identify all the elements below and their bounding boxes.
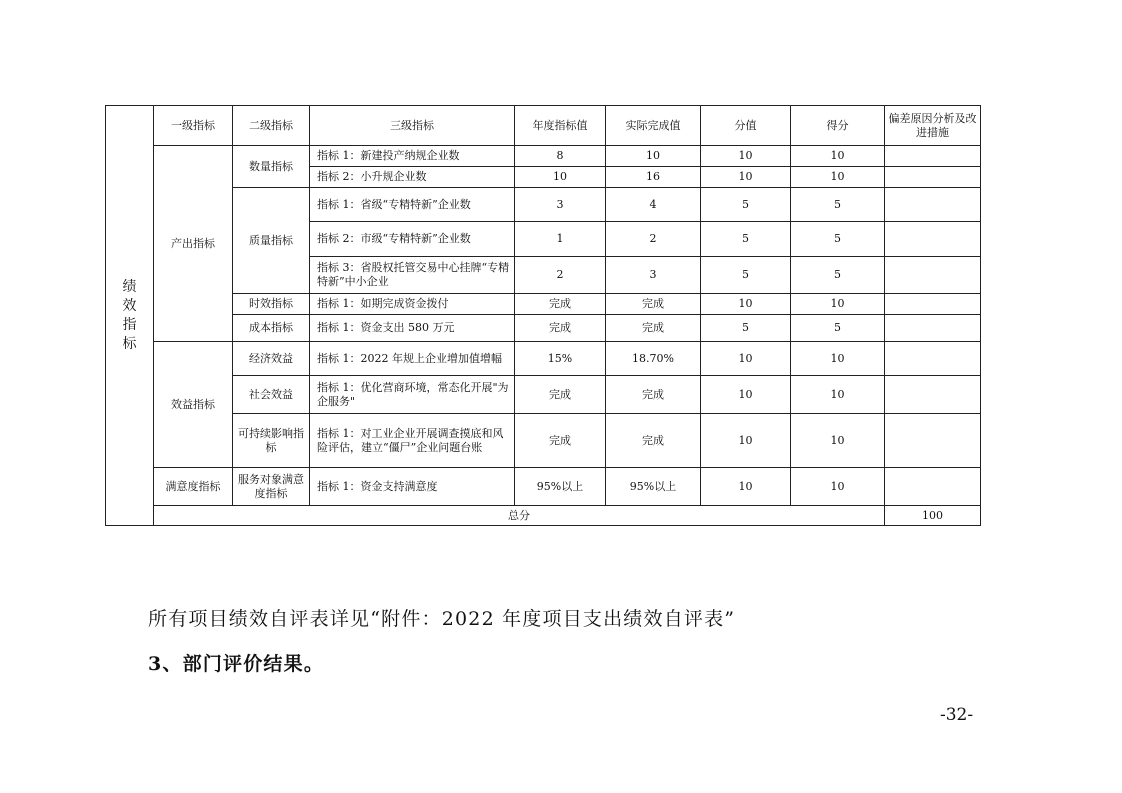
indicator-cell: 指标 2：小升规企业数 [310,167,515,188]
target-cell: 15% [515,342,606,376]
level2-cell: 经济效益 [233,342,310,376]
indicator-cell: 指标 1：如期完成资金拨付 [310,294,515,315]
header-cell: 二级指标 [233,106,310,146]
indicator-cell: 指标 1：省级“专精特新”企业数 [310,188,515,222]
indicator-cell: 指标 1：资金支出 580 万元 [310,315,515,342]
header-cell: 偏差原因分析及改进措施 [885,106,981,146]
total-weight-cell: 100 [885,506,981,526]
level2-cell: 成本指标 [233,315,310,342]
actual-cell: 18.70% [606,342,701,376]
target-cell: 完成 [515,315,606,342]
level1-cell: 满意度指标 [154,468,233,506]
actual-cell: 95%以上 [606,468,701,506]
remark-cell [885,188,981,222]
level2-cell: 社会效益 [233,376,310,414]
table-row [106,146,981,167]
indicator-cell: 指标 1：新建投产纳规企业数 [310,146,515,167]
remark-cell [885,257,981,294]
actual-cell: 完成 [606,376,701,414]
target-cell: 1 [515,222,606,257]
remark-cell [885,167,981,188]
table-row [106,315,981,342]
score-cell: 10 [791,342,885,376]
score-cell: 10 [791,146,885,167]
remark-cell [885,414,981,468]
level2-cell: 服务对象满意度指标 [233,468,310,506]
header-cell: 三级指标 [310,106,515,146]
target-cell: 2 [515,257,606,294]
remark-cell [885,294,981,315]
remark-cell [885,222,981,257]
target-cell: 8 [515,146,606,167]
weight-cell: 10 [701,376,791,414]
target-cell: 完成 [515,376,606,414]
table-row [106,188,981,222]
weight-cell: 5 [701,222,791,257]
weight-cell: 10 [701,167,791,188]
header-cell: 得分 [791,106,885,146]
target-cell: 完成 [515,414,606,468]
body-paragraph: 所有项目绩效自评表详见“附件：2022 年度项目支出绩效自评表” [148,608,736,630]
actual-cell: 3 [606,257,701,294]
target-cell: 95%以上 [515,468,606,506]
weight-cell: 10 [701,146,791,167]
actual-cell: 10 [606,146,701,167]
table-header-row [106,106,981,146]
indicator-cell: 指标 2：市级“专精特新”企业数 [310,222,515,257]
category-label: 绩 效 指 标 [122,278,137,352]
score-cell: 10 [791,468,885,506]
actual-cell: 完成 [606,414,701,468]
actual-cell: 4 [606,188,701,222]
score-cell: 5 [791,315,885,342]
score-cell: 5 [791,257,885,294]
remark-cell [885,342,981,376]
score-cell: 10 [791,294,885,315]
table-row [106,376,981,414]
total-label-cell: 总分 [154,506,885,526]
weight-cell: 10 [701,294,791,315]
header-cell: 分值 [701,106,791,146]
weight-cell: 10 [701,342,791,376]
table-row [106,294,981,315]
indicator-cell: 指标 1：资金支持满意度 [310,468,515,506]
header-cell: 一级指标 [154,106,233,146]
header-cell: 实际完成值 [606,106,701,146]
weight-cell: 10 [701,468,791,506]
remark-cell [885,146,981,167]
level1-cell: 效益指标 [154,342,233,468]
weight-cell: 10 [701,414,791,468]
table-row [106,414,981,468]
target-cell: 完成 [515,294,606,315]
level2-cell: 质量指标 [233,188,310,294]
remark-cell [885,468,981,506]
total-row [106,506,981,526]
level2-cell: 时效指标 [233,294,310,315]
score-cell: 10 [791,414,885,468]
category-cell [106,106,154,526]
target-cell: 3 [515,188,606,222]
indicator-cell: 指标 1：优化营商环境，常态化开展"为企服务" [310,376,515,414]
score-cell: 10 [791,167,885,188]
section-heading: 3、部门评价结果。 [148,653,325,675]
actual-cell: 完成 [606,294,701,315]
indicator-cell: 指标 1：2022 年规上企业增加值增幅 [310,342,515,376]
score-cell: 5 [791,222,885,257]
actual-cell: 16 [606,167,701,188]
weight-cell: 5 [701,257,791,294]
remark-cell [885,376,981,414]
target-cell: 10 [515,167,606,188]
actual-cell: 2 [606,222,701,257]
performance-indicator-table [105,105,981,526]
level2-cell: 数量指标 [233,146,310,188]
indicator-cell: 指标 3：省股权托管交易中心挂牌“专精特新”中小企业 [310,257,515,294]
table-row [106,342,981,376]
table-row [106,468,981,506]
actual-cell: 完成 [606,315,701,342]
header-cell: 年度指标值 [515,106,606,146]
level2-cell: 可持续影响指标 [233,414,310,468]
score-cell: 5 [791,188,885,222]
indicator-cell: 指标 1：对工业企业开展调查摸底和风险评估，建立“僵尸”企业问题台账 [310,414,515,468]
page-number: -32- [940,705,974,725]
remark-cell [885,315,981,342]
level1-cell: 产出指标 [154,146,233,342]
weight-cell: 5 [701,188,791,222]
weight-cell: 5 [701,315,791,342]
score-cell: 10 [791,376,885,414]
